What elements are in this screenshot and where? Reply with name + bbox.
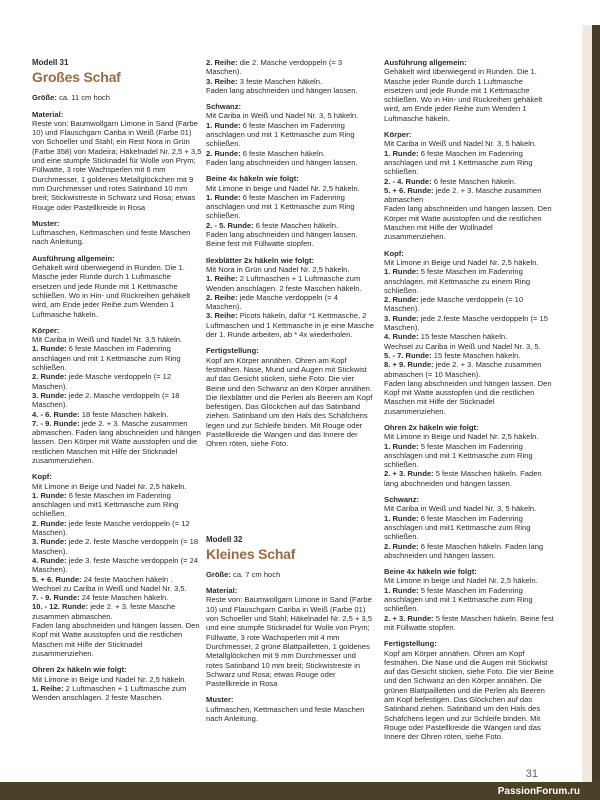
muster-heading: Muster: (32, 218, 60, 228)
instruction-line: Faden lang abschneiden und hängen lassen. (206, 85, 358, 95)
instruction-line: 2. Reihe: die 2. Masche verdoppeln (= 3 Maschen). (206, 58, 343, 77)
modell-32-title: Kleines Schaf (206, 545, 296, 562)
instruction-line: 1. Runde: 5 feste Maschen im Fadenring anschlagen und mit 1 Kettmasche zum Ring schließen. (384, 441, 533, 470)
instruction-line: 1. Runde: 5 feste Maschen im Fadenring anschlagen, mit Kettmasche zu einem Ring schließen. (384, 267, 531, 295)
beine-steps-32 (384, 576, 554, 632)
column-3 (384, 58, 554, 741)
ilex-heading: Ilexblätter 2x häkeln wie folgt: (206, 255, 315, 265)
size-line-32: Größe: ca. 7 cm hoch (206, 569, 281, 579)
instruction-line: Mit Limone in beige und Nadel Nr. 2,5 häkeln. (206, 183, 360, 193)
ohren-steps (32, 675, 202, 703)
allg-text: Gehäkelt wird überwiegend in Runden. Die 1. Masche jeder Runde durch 1 Luftmasche ersetzen und jede Runde mit 1 Kettmasche schließen. Wo in Hin- und Rückreihen gehäkelt wird, am Ende jeder Reihe zum Wenden 1 Luftmasche häkeln. (32, 263, 191, 319)
instruction-line: 4. Runde: 15 feste Maschen häkeln. (384, 332, 508, 342)
ohren-heading: Ohren 2x häkeln wie folgt: (32, 665, 127, 675)
instruction-line: 2. + 3. Runde: 5 feste Maschen häkeln. Beine fest mit Füllwatte stopfen. (384, 613, 554, 632)
instruction-line: Mit Cariba in Weiß und Nadel Nr. 3, 5 häkeln. (206, 111, 359, 121)
instruction-line: Mit Limone in Beige und Nadel Nr. 2,5 häkeln. (384, 257, 539, 267)
muster-text-32: Luftmaschen, Kettmaschen und feste Maschen nach Anleitung. (206, 704, 365, 724)
modell-31-title: Großes Schaf (32, 69, 121, 86)
beine-heading-32: Beine 4x häkeln wie folgt: (384, 567, 477, 577)
instruction-line: 1. Runde: 6 feste Maschen im Fadenring anschlagen und mit 1 Kettmasche zum Ring schließen. (32, 344, 181, 373)
page-number: 31 (525, 768, 538, 780)
instruction-line: 7. - 9. Runde: jede 2. + 3. Masche zusammen abmaschen. Faden lang abschneiden und hängen lassen. Den Körper mit Watte ausstopfen und die restlichen Maschen mit Hilfe der Sticknadel zusammenziehen. (32, 418, 201, 465)
instruction-line: 3. Runde: jede 2. feste Masche verdoppeln (= 18 Maschen). (32, 537, 199, 556)
instruction-line: Mit Limone in Beige und Nadel Nr. 2,5 häkeln. (384, 432, 539, 442)
instruction-line: 5. + 6. Runde: 24 feste Maschen häkeln . Wechsel zu Cariba in Weiß und Nadel Nr. 3,5. (32, 574, 187, 593)
page-edge-bar (592, 25, 600, 790)
instruction-line: 1. Runde: 6 feste Maschen im Fadenring anschlagen und mit1 Kettmasche zum Ring schließen. (32, 490, 179, 519)
instruction-line: 1. Runde: 5 feste Maschen im Fadenring anschlagen und mit 1 Kettmasche zum Ring schließen. (384, 585, 533, 614)
instruction-line: Mit Limone in Beige und Nadel Nr. 2,5 häkeln. (32, 481, 187, 491)
instruction-line: 10. - 12. Runde: jede 2. + 3. feste Masche zusammen abmaschen. (32, 602, 176, 621)
koerper-heading: Körper: (32, 325, 60, 335)
material-heading-32: Material: (206, 586, 238, 596)
material-heading: Material: (32, 109, 64, 119)
instruction-line: Faden lang abschneiden und hängen lassen. Den Körper mit Watte ausstopfen und die restlichen Maschen mit Hilfe der Wollnadel zusammenziehen. (384, 204, 552, 242)
watermark: PassionForum.ru (497, 786, 580, 797)
instruction-line: 2. + 3. Runde: 5 feste Maschen häkeln. Faden lang abschneiden und hängen lassen. (384, 469, 542, 488)
beine-heading: Beine 4x häkeln wie folgt: (206, 174, 299, 184)
koerper-steps-32 (384, 139, 554, 241)
schwanz-steps (206, 111, 374, 167)
allg-heading: Ausführung allgemein: (32, 253, 115, 263)
instruction-line: Faden lang abschneiden und hängen lassen. Den Kopf mit Watte ausstopfen und die restlichen Maschen mit Hilfe der Sticknadel zusammenziehen. (32, 621, 200, 658)
instruction-line: 7. - 9. Runde: 24 feste Maschen häkeln. (32, 593, 169, 603)
schwanz-heading: Schwanz: (206, 102, 242, 112)
instruction-line: 2. Runde: jede Masche verdoppeln (= 10 Maschen). (384, 295, 524, 314)
instruction-line: 3. Runde: jede 2.feste Masche verdoppeln (= 15 Maschen). (384, 313, 548, 333)
material-text: Reste von: Baumwollgarn Limone in Sand (Farbe 10) und Flauschgarn Cariba in Weiß (Farbe 01) von Schoeller und Stahl; ein Rest Nora in Grün (Farbe 358) von Madeira; Häkelnadel Nr. 2,5 + 3,5 und eine stumpfe Sticknadel für Wolle von Prym; Füllwatte, 3 rote Wachsperlen mit 6 mm Durchmesser, 1 goldenes Metallglöckchen mit 9 mm Durchmesser und rotes Satinband 10 mm breit; Stickwistreste in Schwarz und Rosa; etwas Rouge oder Pastellkreide in Rosa (32, 118, 202, 212)
instruction-line: Mit Cariba in Weiß und Nadel Nr. 3, 5 häkeln. (384, 139, 537, 149)
schwanz-steps-32 (384, 504, 554, 560)
instruction-line: Faden lang abschneiden und hängen lassen. (206, 157, 358, 167)
kopf-steps (32, 482, 202, 659)
instruction-line: 2. Runde: 6 feste Maschen häkeln. (206, 148, 326, 158)
instruction-line: 1. Reihe: 2 Luftmaschen + 1 Luftmasche zum Wenden anschlagen. 2 feste Maschen häkeln. (206, 274, 362, 293)
size-line: Größe: ca. 11 cm hoch (32, 93, 110, 103)
schwanz-heading-32: Schwanz: (384, 495, 420, 505)
instruction-line: 2. Runde: jede Masche verdoppeln (= 12 Maschen). (32, 372, 172, 391)
instruction-line: Faden lang abschneiden und hängen lassen. Beine fest mit Füllwatte stopfen. (206, 230, 358, 249)
instruction-line: 2. Runde: 6 feste Maschen häkeln. Faden lang abschneiden und hängen lassen. (384, 541, 544, 560)
instruction-line: 5. + 6. Runde: jede 2. + 3. Masche zusammen abmaschen (384, 185, 542, 205)
instruction-line: 4. Runde: jede 3. feste Masche verdoppeln (= 24 Maschen). (32, 555, 199, 575)
instruction-line: Mit Nora in Grün und Nadel Nr. 2,5 häkeln. (206, 264, 350, 274)
instruction-line: 8. + 9. Runde: jede 2. + 3. Masche zusammen abmaschen (= 10 Maschen). (384, 360, 542, 379)
ohren-continued (206, 58, 374, 95)
column-2 (206, 58, 374, 723)
instruction-line: 1. Runde: 6 feste Maschen im Fadenring anschlagen und mit1 Kettmasche zum Ring schließen. (384, 513, 531, 542)
modell-32-label: Modell 32 (206, 534, 243, 544)
instruction-line: Mit Cariba in Weiß und Nadel Nr. 3,5 häkeln. (32, 335, 183, 345)
fertig-text: Kopf am Körper annähen. Ohren am Kopf festnähen. Nase, Mund und Augen mit Stickwist auf das Gesicht sticken, siehe Foto. Die vier Beine und den Schwanz an den Körper annähen. Die Ilexblätter und die Perlen als Beeren am Kopf befestigen. Das Glöckchen auf das Satinband ziehen. Satinband um den Hals des Schäfchens legen und zur Schleife binden. Mit Rouge oder Pastellkreide die Wangen und das Innere der Ohren röten, siehe Foto. (206, 355, 373, 449)
instruction-line: 4. - 6. Runde: 18 feste Maschen häkeln. (32, 409, 169, 419)
instruction-line: 5. - 7. Runde: 15 feste Maschen häkeln. (384, 350, 521, 360)
ohren-steps-32 (384, 432, 554, 488)
kopf-heading-32: Kopf: (384, 248, 404, 258)
fertig-text-32: Kopf am Körper annähen. Ohren am Kopf festnähen. Die Nase und die Augen mit Stickwist auf das Gesicht sticken, siehe Foto. Die vier Beine und den Schwanz an den Körper annähen. Die grünen Blattpailletten und die Perlen als Beeren am Kopf befestigen. Das Glöckchen auf das Satinband ziehen. Satinband um den Hals des Schäfchens legen und zur Schleife binden. Mit Rouge oder Pastellkreide die Wangen und das Innere der Ohren röten, siehe Foto. (384, 648, 554, 742)
allg-text-32: Gehäkelt wird überwiegend in Runden. Die 1. Masche jeder Runde durch 1 Luftmasche ersetzen und jede Runde mit 1 Kettmasche schließen. Wo in Hin- und Rückreihen gehäkelt wird, am Ende jeder Reihe zum Wenden 1 Luftmasche häkeln. (384, 67, 543, 123)
instruction-line: 1. Runde: 6 feste Maschen im Fadenring anschlagen und mit 1 Kettmasche zum Ring schließen. (206, 192, 355, 221)
kopf-heading: Kopf: (32, 472, 52, 482)
instruction-line: 1. Runde: 6 feste Maschen im Fadenring anschlagen und mit 1 Kettmasche zum Ring schließen. (384, 148, 533, 177)
modell-31-label: Modell 31 (32, 58, 69, 67)
muster-text: Luftmaschen, Kettmaschen und feste Maschen nach Anleitung. (32, 228, 191, 247)
instruction-line: Mit Limone in beige und Nadel Nr. 2,5 häkeln. (384, 576, 538, 586)
beine-steps (206, 184, 374, 249)
instruction-line: 2. - 5. Runde: 6 feste Maschen häkeln. (206, 220, 339, 230)
instruction-line: 3. Reihe: Picots häkeln, dafür *1 Kettmasche, 2 Luftmaschen und 1 Kettmasche in je eine Masche der 1. Runde arbeiten, ab * 4x wiederholen. (206, 311, 375, 340)
instruction-line: 1. Runde: 6 feste Maschen im Fadenring anschlagen und mit 1 Kettmasche zum Ring schließen. (206, 120, 355, 149)
instruction-line: Mit Cariba in Weiß und Nadel Nr. 3, 5 häkeln. (384, 504, 537, 514)
fertig-heading-32: Fertigstellung: (384, 639, 437, 649)
allg-heading-32: Ausführung allgemein: (384, 58, 467, 67)
instruction-line: Faden lang abschneiden und hängen lassen. Den Kopf mit Watte ausstopfen und die restlichen Maschen mit Hilfe der Sticknadel zusammenziehen. (384, 378, 552, 416)
muster-heading-32: Muster: (206, 695, 234, 705)
column-1 (32, 58, 202, 702)
instruction-line: 2. Reihe: jede Masche verdoppeln (= 4 Maschen). (206, 292, 338, 312)
instruction-line: 2. - 4. Runde: 6 feste Maschen häkeln. (384, 176, 517, 186)
instruction-line: 3. Reihe: 3 feste Maschen häkeln. (206, 76, 323, 86)
fertig-heading: Fertigstellung: (206, 346, 259, 356)
ohren-heading-32: Ohren 2x häkeln wie folgt: (384, 422, 479, 432)
instruction-line: 1. Reihe: 2 Luftmaschen + 1 Luftmasche zum Wenden anschlagen. 2 feste Maschen. (32, 683, 187, 703)
instruction-line: 2. Runde: jede feste Masche verdoppeln (= 12 Maschen). (32, 518, 190, 538)
instruction-line: Mit Limone in Beige und Nadel Nr. 2,5 häkeln. (32, 674, 187, 684)
material-text-32: Reste von: Baumwollgarn Limone in Sand (Farbe 10) und Flauschgarn Cariba in Weiß (Farbe 01) von Schoeller und Stahl; Häkelnadel Nr. 2,5 + 3,5 und eine stumpfe Sticknadel für Wolle von Prym; Füllwatte, 3 rote Wachsperlen mit 4 mm Durchmesser, 2 grüne Blattpailletten, 1 goldenes Metallglöckchen mit 9 mm Durchmesser und rotes Satinband 10 mm breit; Stickwistreste in Schwarz und Rosa; etwas Rouge oder Pastellkreide in Rosa (206, 595, 373, 689)
koerper-steps (32, 335, 202, 465)
koerper-heading-32: Körper: (384, 130, 412, 140)
kopf-steps-32 (384, 258, 554, 416)
instruction-line: 3. Runde: jede 2. Masche verdoppeln (= 18 Maschen). (32, 390, 180, 410)
ilex-steps (206, 265, 374, 339)
instruction-line: Wechsel zu Cariba in Weiß und Nadel Nr. 3, 5. (384, 341, 541, 351)
